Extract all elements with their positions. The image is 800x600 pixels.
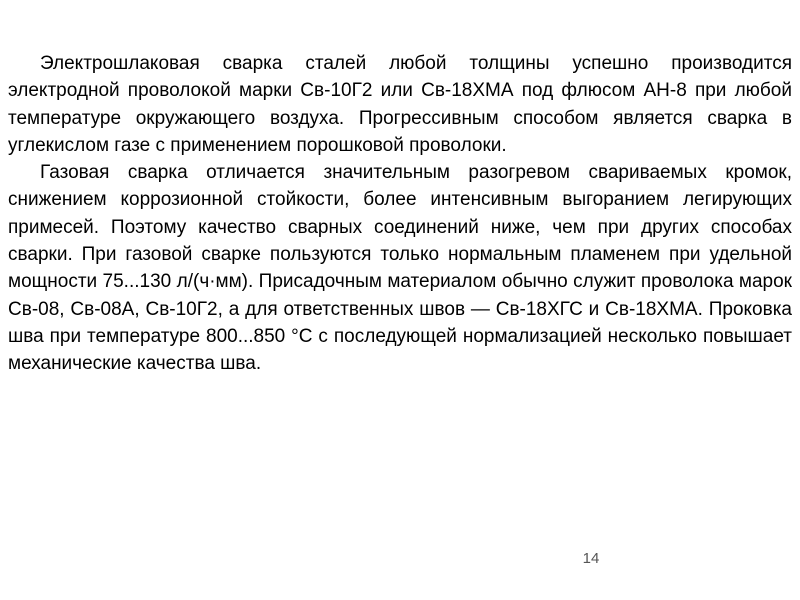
slide-body-text xyxy=(8,50,792,378)
paragraph-electroslag-welding: Электрошлаковая сварка сталей любой толщины успешно производится электродной проволокой марки Св-10Г2 или Св-18ХМА под флюсом АН-8 при любой температуре окружающего воздуха. Прогрессивным способом является сварка в углекислом газе с применением порошковой проволоки. xyxy=(8,53,792,156)
page-number: 14 xyxy=(582,550,600,567)
paragraph-gas-welding: Газовая сварка отличается значительным разогревом свариваемых кромок, снижением коррозионной стойкости, более интенсивным выгоранием легирующих примесей. Поэтому качество сварных соединений ниже, чем при других способах сварки. При газовой сварке пользуются только нормальным пламенем при удельной мощности 75...130 л/(ч·мм). Присадочным материалом обычно служит проволока марок Св-08, Св-08А, Св-10Г2, а для ответственных швов — Св-18ХГС и Св-18ХМА. Проковка шва при температуре 800...850 °С с последующей нормализацией несколько повышает механические качества шва. xyxy=(8,162,792,375)
